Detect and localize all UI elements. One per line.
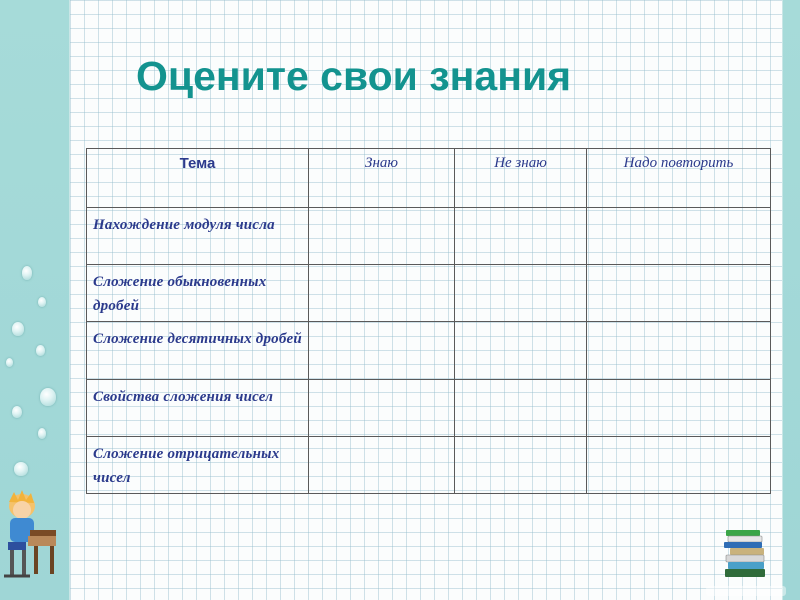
water-drop-icon xyxy=(36,345,45,356)
water-drop-icon xyxy=(40,388,56,406)
table-header-row xyxy=(87,149,771,208)
dont-know-cell[interactable] xyxy=(455,322,587,379)
know-cell[interactable] xyxy=(309,208,455,265)
water-drop-icon xyxy=(22,266,32,280)
page-title: Оцените свои знания xyxy=(136,53,572,99)
topic-cell: Сложение отрицательных чисел xyxy=(87,436,309,493)
topic-cell: Сложение десятичных дробей xyxy=(87,322,309,379)
header-know: Знаю xyxy=(309,149,455,208)
dont-know-cell[interactable] xyxy=(455,265,587,322)
book-stack-icon xyxy=(722,526,770,582)
know-cell[interactable] xyxy=(309,322,455,379)
dont-know-cell[interactable] xyxy=(455,208,587,265)
footer-watermark xyxy=(706,586,786,596)
topic-cell: Сложение обыкновенных дробей xyxy=(87,265,309,322)
topic-cell: Нахождение модуля числа xyxy=(87,208,309,265)
review-cell[interactable] xyxy=(587,322,771,379)
water-drop-icon xyxy=(14,462,28,476)
table-row xyxy=(87,322,771,379)
header-topic: Тема xyxy=(87,149,309,208)
know-cell[interactable] xyxy=(309,379,455,436)
water-drop-icon xyxy=(38,428,46,439)
review-cell[interactable] xyxy=(587,265,771,322)
table-row xyxy=(87,379,771,436)
self-assessment-table xyxy=(86,148,771,494)
dont-know-cell[interactable] xyxy=(455,436,587,493)
table-row xyxy=(87,265,771,322)
review-cell[interactable] xyxy=(587,379,771,436)
table-row xyxy=(87,436,771,493)
know-cell[interactable] xyxy=(309,265,455,322)
header-review: Надо повторить xyxy=(587,149,771,208)
review-cell[interactable] xyxy=(587,208,771,265)
water-drop-icon xyxy=(6,358,13,367)
water-drop-icon xyxy=(12,406,22,418)
table-row xyxy=(87,208,771,265)
dont-know-cell[interactable] xyxy=(455,379,587,436)
review-cell[interactable] xyxy=(587,436,771,493)
water-drop-icon xyxy=(38,297,46,307)
student-at-desk-icon xyxy=(0,488,62,588)
water-drop-icon xyxy=(12,322,24,336)
know-cell[interactable] xyxy=(309,436,455,493)
topic-cell: Свойства сложения чисел xyxy=(87,379,309,436)
header-dont-know: Не знаю xyxy=(455,149,587,208)
